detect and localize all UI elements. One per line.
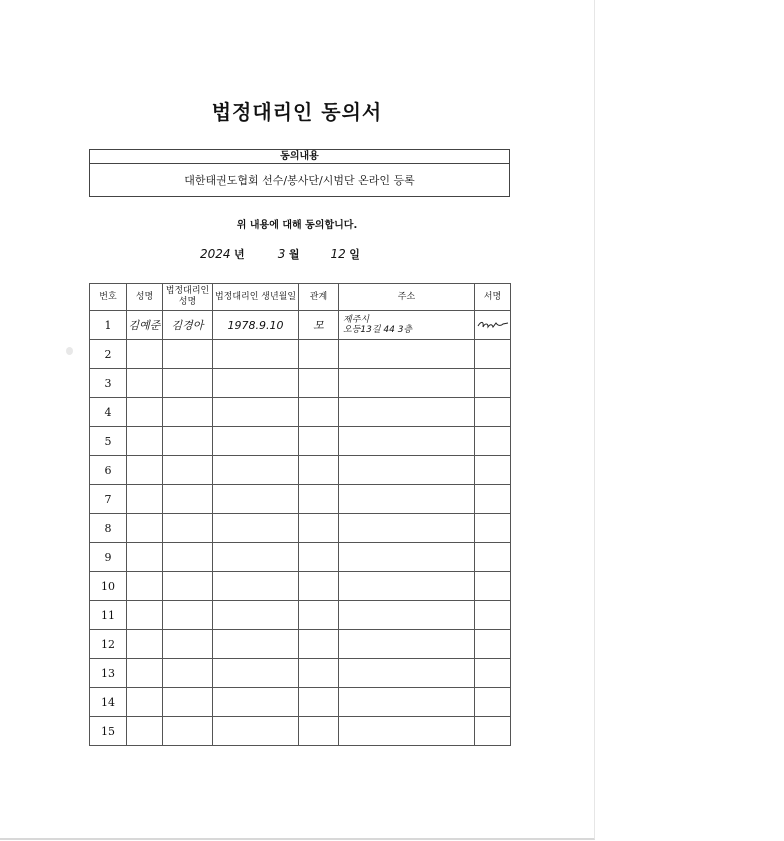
cell-address [339,485,475,514]
cell-name [127,543,163,572]
cell-address [339,688,475,717]
guardian-table [89,283,511,746]
cell-name [127,630,163,659]
table-row [90,688,511,717]
header-number: 번호 [90,284,127,311]
cell-relation [299,485,339,514]
cell-relation [299,427,339,456]
cell-number [90,572,127,601]
table-row [90,717,511,746]
cell-signature [475,543,511,572]
table-row [90,659,511,688]
cell-name [127,398,163,427]
cell-name [127,427,163,456]
header-name: 성명 [127,284,163,311]
cell-guardian-birthdate [213,543,299,572]
table-row [90,485,511,514]
cell-address [339,717,475,746]
cell-guardian-name [163,311,213,340]
cell-name [127,717,163,746]
cell-signature [475,659,511,688]
cell-address [339,543,475,572]
consent-text: 대한태권도협회 선수/봉사단/시범단 온라인 등록 [184,174,415,187]
date-line [200,246,360,262]
cell-guardian-birthdate [213,427,299,456]
cell-number-text: 2 [104,347,112,361]
cell-relation [299,630,339,659]
cell-address [339,572,475,601]
cell-guardian-birthdate [213,369,299,398]
cell-name [127,369,163,398]
cell-name [127,340,163,369]
date-day: 12 [330,247,346,261]
cell-signature [475,601,511,630]
cell-guardian-name [163,369,213,398]
cell-address [339,369,475,398]
cell-relation [299,717,339,746]
cell-number [90,659,127,688]
cell-guardian-name [163,456,213,485]
cell-signature [475,688,511,717]
cell-relation [299,688,339,717]
cell-guardian-name [163,543,213,572]
cell-number-text: 11 [101,608,115,622]
cell-name [127,601,163,630]
cell-signature [475,369,511,398]
cell-number-text: 4 [104,405,112,419]
cell-relation [299,514,339,543]
cell-number-text: 6 [104,463,112,477]
cell-number-text: 13 [101,666,115,680]
cell-number-text: 3 [104,376,112,390]
cell-name [127,572,163,601]
date-month: 3 [277,247,286,261]
cell-signature [475,572,511,601]
table-row [90,514,511,543]
cell-guardian-birthdate [213,659,299,688]
cell-number [90,311,127,340]
cell-number [90,514,127,543]
address-line-1: 제주시 [343,315,370,325]
cell-name [127,688,163,717]
table-row [90,630,511,659]
table-row [90,369,511,398]
cell-guardian-birthdate [213,485,299,514]
cell-name [127,311,163,340]
cell-number-text: 14 [101,695,115,709]
scan-smudge [66,347,73,355]
cell-address [339,427,475,456]
cell-signature [475,717,511,746]
date-year-label: 년 [234,248,245,261]
cell-relation-text: 모 [313,319,324,332]
cell-number [90,630,127,659]
cell-guardian-birthdate [213,601,299,630]
cell-address [339,398,475,427]
cell-number-text: 12 [101,637,115,651]
cell-guardian-name [163,659,213,688]
cell-address [339,340,475,369]
agreement-statement: 위 내용에 대해 동의합니다. [236,220,358,231]
cell-number-text: 5 [104,434,112,448]
cell-guardian-birthdate [213,456,299,485]
header-signature: 서명 [475,284,511,311]
handwritten-signature [476,317,510,333]
consent-heading: 동의내용 [90,150,509,164]
table-row [90,311,511,340]
cell-number [90,717,127,746]
cell-signature [475,311,511,340]
cell-address [339,456,475,485]
cell-number [90,601,127,630]
header-address: 주소 [339,284,475,311]
cell-number [90,369,127,398]
cell-number [90,543,127,572]
cell-name [127,456,163,485]
address-line-2: 오등13길 44 3층 [343,325,413,335]
cell-number-text: 8 [104,521,112,535]
cell-address [339,601,475,630]
cell-guardian-birthdate [213,514,299,543]
date-month-label: 월 [288,248,300,261]
cell-signature [475,630,511,659]
cell-relation [299,659,339,688]
table-row [90,601,511,630]
cell-relation [299,398,339,427]
cell-address [339,659,475,688]
cell-guardian-name [163,572,213,601]
header-guardian-birthdate: 법정대리인 생년월일 [213,284,299,311]
cell-relation [299,601,339,630]
cell-guardian-name [163,630,213,659]
cell-guardian-name [163,717,213,746]
cell-signature [475,427,511,456]
cell-number-text: 7 [104,492,112,506]
cell-address [339,630,475,659]
table-row [90,543,511,572]
cell-relation [299,369,339,398]
cell-guardian-name-text: 김경아 [171,319,204,332]
cell-name-text: 김예준 [128,319,161,332]
cell-number [90,485,127,514]
cell-guardian-birthdate [213,688,299,717]
document-title: 법정대리인 동의서 [211,100,383,124]
cell-guardian-birthdate [213,398,299,427]
cell-guardian-birthdate-text: 1978.9.10 [227,318,284,332]
cell-guardian-name [163,514,213,543]
cell-number-text: 10 [101,579,115,593]
cell-guardian-birthdate [213,340,299,369]
cell-guardian-birthdate [213,717,299,746]
table-row [90,456,511,485]
cell-signature [475,456,511,485]
cell-relation [299,543,339,572]
cell-address [339,311,475,340]
cell-relation [299,572,339,601]
cell-number [90,398,127,427]
cell-name [127,485,163,514]
cell-guardian-birthdate [213,311,299,340]
table-row [90,340,511,369]
cell-number-text: 9 [104,550,112,564]
header-relation: 관계 [299,284,339,311]
cell-name [127,659,163,688]
cell-signature [475,340,511,369]
cell-signature [475,514,511,543]
cell-name [127,514,163,543]
date-day-label: 일 [349,248,360,261]
cell-signature [475,485,511,514]
consent-box [89,149,510,197]
cell-number [90,456,127,485]
table-header-row [90,284,511,311]
cell-number-text: 1 [104,318,112,332]
cell-signature [475,398,511,427]
date-year: 2024 [200,247,231,261]
cell-guardian-name [163,688,213,717]
cell-guardian-name [163,427,213,456]
table-row [90,572,511,601]
cell-guardian-name [163,485,213,514]
cell-guardian-birthdate [213,572,299,601]
cell-number [90,688,127,717]
cell-relation [299,340,339,369]
cell-guardian-name [163,340,213,369]
table-row [90,398,511,427]
cell-number [90,427,127,456]
cell-relation [299,456,339,485]
cell-guardian-name [163,601,213,630]
cell-guardian-name [163,398,213,427]
table-row [90,427,511,456]
cell-relation [299,311,339,340]
cell-address [339,514,475,543]
cell-number-text: 15 [101,724,115,738]
cell-number [90,340,127,369]
cell-guardian-birthdate [213,630,299,659]
header-guardian-name: 법정대리인 성명 [163,284,213,311]
